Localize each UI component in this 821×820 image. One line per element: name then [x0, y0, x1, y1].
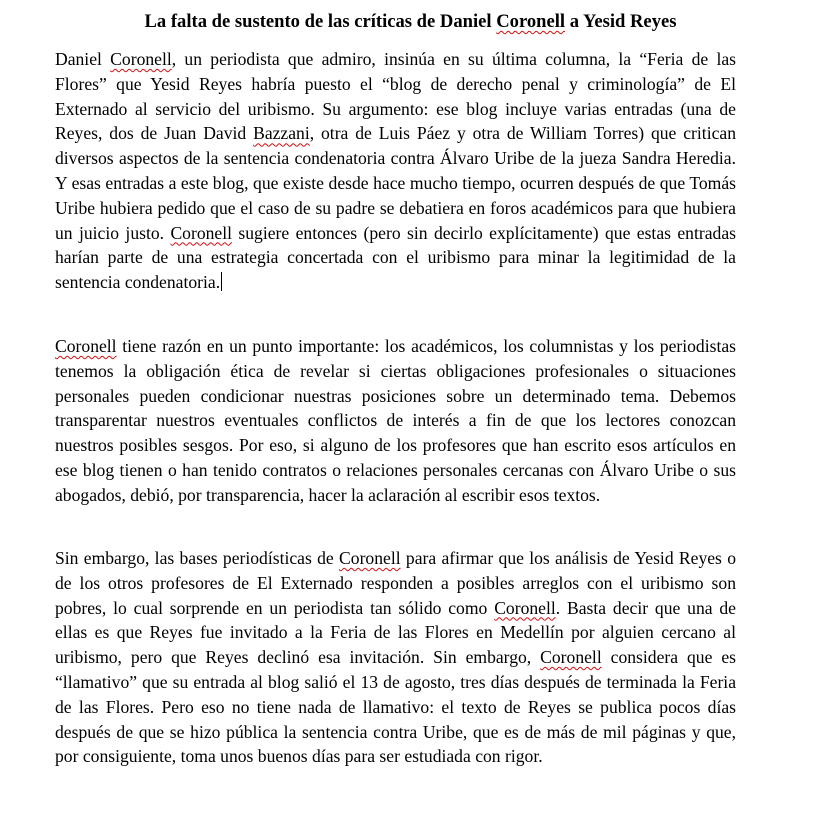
- text-run: , otra de Luis Páez y otra de William Torres) que critican diversos aspectos de la sentencia condenatoria contra Álvaro Uribe de la jueza Sandra Heredia. Y esas entradas a este blog, que existe desde hace mucho tiempo, ocurren después de que Tomás Uribe hubiera pedido que el caso de su padre se debatiera en foros académicos para que hubiera un juicio justo.: [55, 123, 736, 243]
- misspelled-word[interactable]: Coronell: [494, 597, 556, 618]
- text-run: tiene razón en un punto importante: los académicos, los columnistas y los periodistas tenemos la obligación ética de revelar si ciertas obligaciones profesionales o situaciones personales pueden condicionar nuestras posiciones sobre un determinado tema. Debemos transparentar nuestros eventuales conflictos de interés a fin de que los lectores conozcan nuestros posibles sesgos. Por eso, si alguno de los profesores que han escrito esos artículos en ese blog tienen o han tenido contratos o relaciones personales cercanas con Álvaro Uribe o sus abogados, debió, por transparencia, hacer la aclaración al escribir esos textos.: [55, 336, 736, 505]
- text-run: sugiere entonces (pero sin decirlo explícitamente) que estas entradas harían parte de una estrategia concertada con el uribismo para minar la legitimidad de la sentencia condenatoria.: [55, 222, 736, 293]
- text-run: Daniel: [55, 49, 111, 69]
- misspelled-word[interactable]: Coronell: [110, 49, 172, 69]
- misspelled-word[interactable]: Coronell: [55, 336, 117, 356]
- text-cursor: [221, 272, 222, 291]
- text-run: , un periodista que admiro, insinúa en su última columna, la “Feria de las Flores” que Yesid Reyes habría puesto el “blog de derecho penal y criminología” de El Externado al servicio del uribismo. Su argumento: ese blog incluye varias entradas (una de Reyes, dos de Juan David: [55, 49, 737, 144]
- paragraph-3[interactable]: [55, 546, 736, 769]
- title-text-before: La falta de sustento de las críticas de Daniel: [144, 11, 497, 32]
- misspelled-word[interactable]: Coronell: [170, 222, 233, 243]
- misspelled-word[interactable]: Coronell: [339, 548, 401, 568]
- misspelled-word[interactable]: Coronell: [496, 11, 566, 32]
- title-text-after: a Yesid Reyes: [565, 11, 677, 32]
- paragraph-1[interactable]: [55, 47, 736, 295]
- text-run: Sin embargo, las bases periodísticas de: [55, 548, 340, 568]
- text-run: para afirmar que los análisis de Yesid Reyes o de los otros profesores de El Externado responden a posibles arreglos con el uribismo son pobres, lo cual sorprende en un periodista tan sólido como: [55, 548, 736, 618]
- document-title: [0, 10, 821, 34]
- text-run: considera que es “llamativo” que su entrada al blog salió el 13 de agosto, tres días después de terminada la Feria de las Flores. Pero eso no tiene nada de llamativo: el texto de Reyes se publica pocos días después de que se hizo pública la sentencia contra Uribe, que es de más de mil páginas y que, por consiguiente, toma unos buenos días para ser estudiada con rigor.: [55, 647, 736, 767]
- misspelled-word[interactable]: Coronell: [540, 647, 602, 668]
- text-run: . Basta decir que una de ellas es que Reyes fue invitado a la Feria de las Flores en Medellín por alguien cercano al uribismo, pero que Reyes declinó esa invitación. Sin embargo,: [55, 597, 736, 668]
- paragraph-2[interactable]: [55, 334, 736, 508]
- misspelled-word[interactable]: Bazzani: [253, 123, 310, 144]
